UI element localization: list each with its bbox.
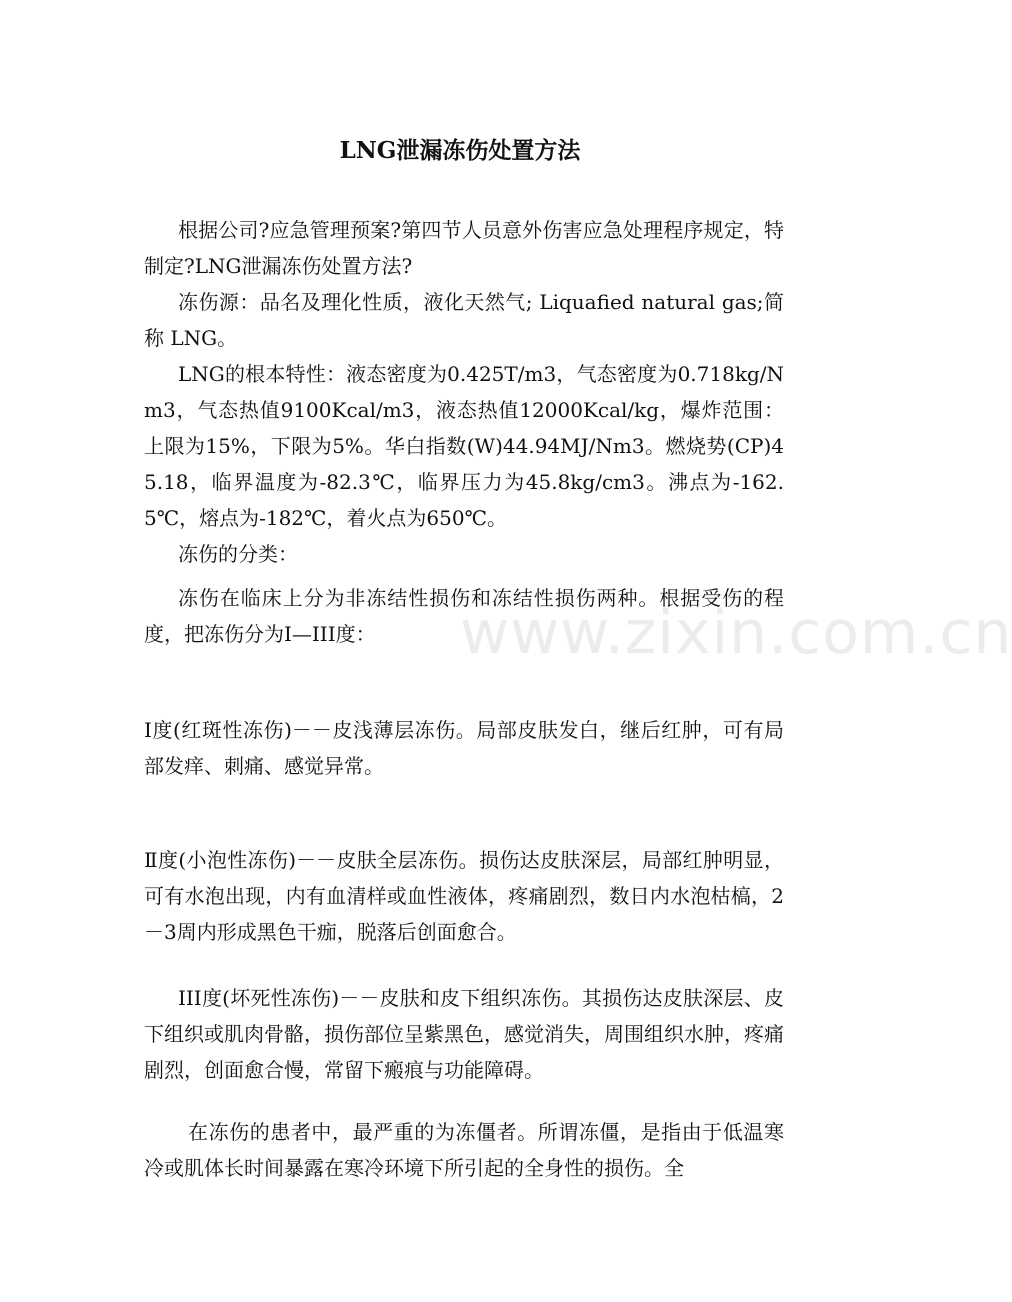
watermark: www.zixin.com.cn [460, 598, 1012, 668]
paragraph-intro: 根据公司?应急管理预案?第四节人员意外伤害应急处理程序规定，特制定?LNG泄漏冻伤处置方法? [144, 218, 784, 278]
document-title: LNG泄漏冻伤处置方法 [339, 137, 581, 164]
paragraph-classification-heading: 冻伤的分类： [178, 542, 298, 566]
paragraph-lng-properties: LNG的根本特性：液态密度为0.425T/m3，气态密度为0.718kg/Nm3，气态热值9100Kcal/m3，液态热值12000Kcal/kg，爆炸范围：上限为15%，下限为5%。华白指数(W)44.94MJ/Nm3。燃烧势(CP)45.18，临界温度为-82.3℃，临界压力为45.8kg/cm3。沸点为-162.5℃，熔点为-182℃，着火点为650℃。 [144, 362, 784, 530]
paragraph-degree-2: Ⅱ度(小泡性冻伤)－－皮肤全层冻伤。损伤达皮肤深层，局部红肿明显，可有水泡出现，内有血清样或血性液体，疼痛剧烈，数日内水泡枯槁，2－3周内形成黑色干痂，脱落后创面愈合。 [144, 848, 784, 944]
paragraph-frozen-stiff: 在冻伤的患者中，最严重的为冻僵者。所谓冻僵，是指由于低温寒冷或肌体长时间暴露在寒冷环境下所引起的全身性的损伤。全 [144, 1120, 784, 1180]
paragraph-degree-1: Ⅰ度(红斑性冻伤)－－皮浅薄层冻伤。局部皮肤发白，继后红肿，可有局部发痒、刺痛、感觉异常。 [144, 718, 784, 778]
paragraph-frostbite-source: 冻伤源：品名及理化性质，液化天然气; Liquafied natural gas;简称 LNG。 [144, 290, 784, 350]
paragraph-classification-intro: 冻伤在临床上分为非冻结性损伤和冻结性损伤两种。根据受伤的程度，把冻伤分为I—III度： [144, 586, 784, 646]
paragraph-degree-3: III度(坏死性冻伤)－－皮肤和皮下组织冻伤。其损伤达皮肤深层、皮下组织或肌肉骨骼，损伤部位呈紫黑色，感觉消失，周围组织水肿，疼痛剧烈，创面愈合慢，常留下瘢痕与功能障碍。 [144, 986, 784, 1082]
